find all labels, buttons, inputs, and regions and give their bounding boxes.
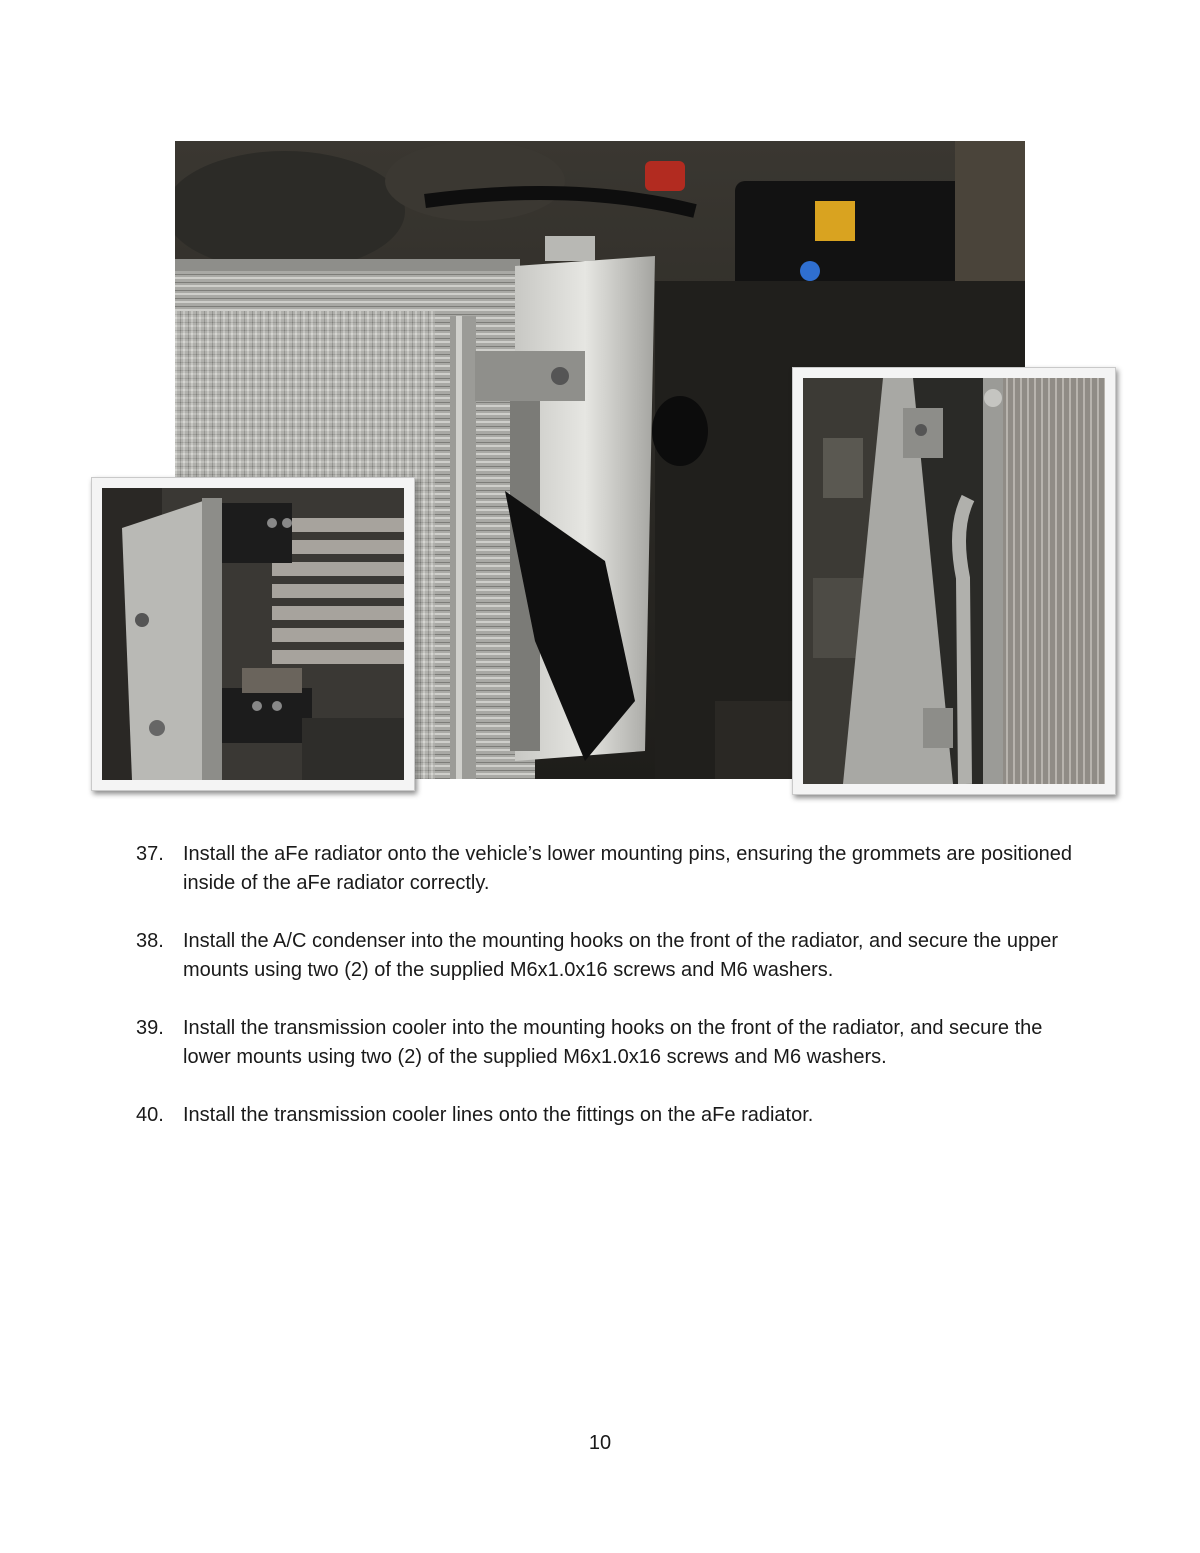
step-text: Install the aFe radiator onto the vehicle’s lower mounting pins, ensuring the grommets are positioned inside of the aFe radiator correctly. [183, 843, 1073, 894]
condenser-mount-inset-photo [792, 367, 1116, 795]
step-number: 40. [136, 1104, 164, 1126]
step-number: 38. [136, 930, 164, 952]
step-40 [136, 1101, 1076, 1130]
transmission-cooler-inset-photo [91, 477, 415, 791]
page-number: 10 [588, 1432, 612, 1454]
step-38 [136, 927, 1076, 985]
step-number: 39. [136, 1017, 164, 1039]
step-39 [136, 1014, 1076, 1072]
step-text: Install the transmission cooler into the mounting hooks on the front of the radiator, and secure the lower mounts using two (2) of the supplied M6x1.0x16 screws and M6 washers. [183, 1017, 1043, 1068]
step-text: Install the transmission cooler lines onto the fittings on the aFe radiator. [183, 1104, 814, 1126]
step-number: 37. [136, 843, 164, 865]
step-text: Install the A/C condenser into the mounting hooks on the front of the radiator, and secure the upper mounts using two (2) of the supplied M6x1.0x16 screws and M6 washers. [183, 930, 1059, 981]
instruction-steps [136, 840, 1076, 1159]
step-37 [136, 840, 1076, 898]
